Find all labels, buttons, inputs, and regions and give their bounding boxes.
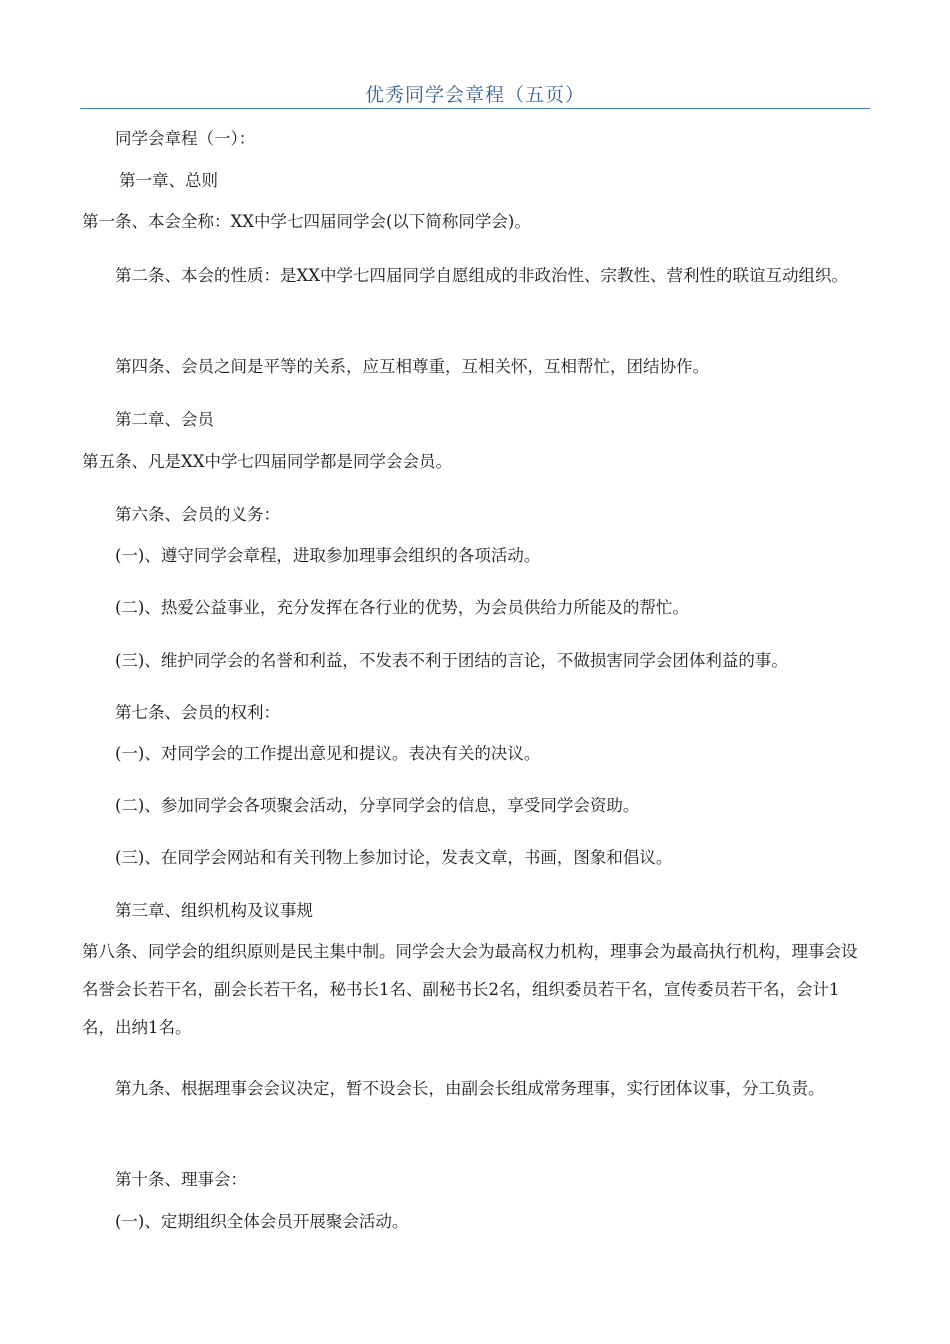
chapter-heading: 第一章、总则: [119, 171, 218, 190]
chapter-heading: 第三章、组织机构及议事规: [115, 901, 313, 920]
paragraph: 同学会章程（一）：: [115, 129, 256, 148]
header-divider: [80, 108, 870, 109]
list-item: (二)、参加同学会各项聚会活动，分享同学会的信息，享受同学会资助。: [115, 796, 640, 815]
paragraph: 第六条、会员的义务：: [115, 505, 280, 524]
paragraph: 第十条、理事会：: [115, 1170, 247, 1189]
page-header-title: 优秀同学会章程（五页）: [364, 84, 585, 106]
list-item: (一)、遵守同学会章程，进取参加理事会组织的各项活动。: [115, 546, 541, 565]
list-item: (二)、热爱公益事业，充分发挥在各行业的优势，为会员供给力所能及的帮忙。: [115, 598, 689, 617]
paragraph: 第九条、根据理事会会议决定，暂不设会长，由副会长组成常务理事，实行团体议事，分工负责。: [115, 1079, 825, 1098]
paragraph: 第七条、会员的权利：: [115, 703, 280, 722]
list-item: (三)、在同学会网站和有关刊物上参加讨论，发表文章，书画，图象和倡议。: [115, 848, 673, 867]
list-item: (三)、维护同学会的名誉和利益，不发表不利于团结的言论，不做损害同学会团体利益的事。: [115, 651, 788, 670]
list-item: (一)、对同学会的工作提出意见和提议。表决有关的决议。: [115, 744, 541, 763]
paragraph: 第一条、本会全称：XX中学七四届同学会(以下简称同学会)。: [82, 212, 531, 231]
paragraph: 第四条、会员之间是平等的关系，应互相尊重，互相关怀，互相帮忙，团结协作。: [115, 357, 709, 376]
chapter-heading: 第二章、会员: [115, 410, 214, 429]
paragraph: 第八条、同学会的组织原则是民主集中制。同学会大会为最高权力机构，理事会为最高执行机构，理事会设名誉会长若干名，副会长若干名，秘书长1名、副秘书长2名，组织委员若干名，宣传委员若干名，会计1名，出纳1名。: [82, 942, 858, 1037]
paragraph: 第五条、凡是XX中学七四届同学都是同学会会员。: [82, 452, 452, 471]
list-item: (一)、定期组织全体会员开展聚会活动。: [115, 1212, 409, 1231]
paragraph: 第二条、本会的性质：是XX中学七四届同学自愿组成的非政治性、宗教性、营利性的联谊互动组织。: [115, 266, 848, 285]
